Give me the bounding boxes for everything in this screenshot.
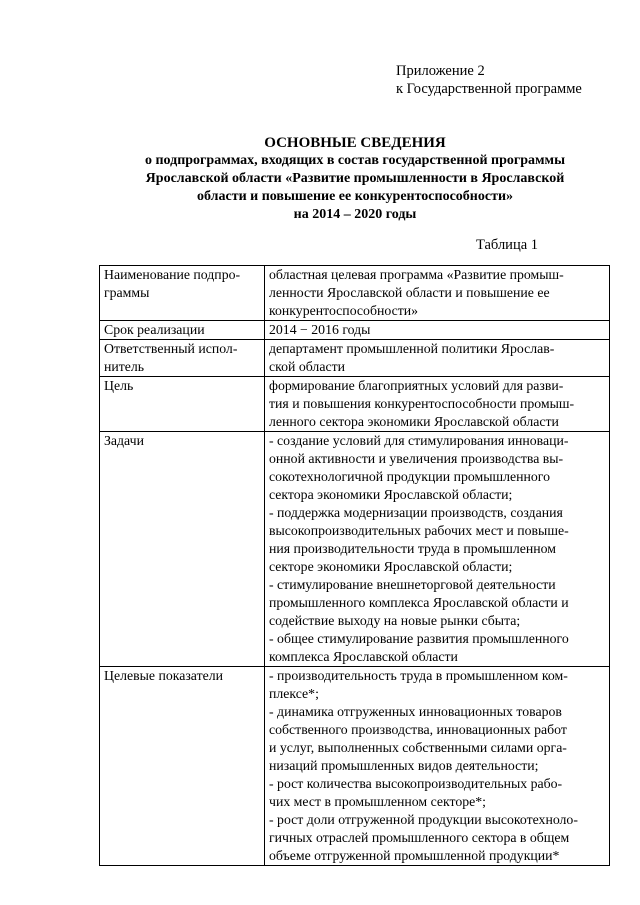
heading-line-3: области и повышение ее конкурентоспособности»	[196, 189, 514, 204]
table-row	[100, 340, 610, 377]
row-label-cell	[100, 321, 265, 340]
row-value-line: промышленного комплекса Ярославской области и	[269, 595, 569, 610]
row-value-cell	[265, 340, 610, 377]
row-value-cell	[265, 377, 610, 432]
row-value-line: - рост количества высокопроизводительных рабо-	[269, 776, 563, 791]
row-value-line: чих мест в промышленном секторе*;	[269, 794, 487, 809]
row-value-line: - динамика отгруженных инновационных товаров	[269, 704, 562, 719]
row-value-line: - поддержка модернизации производств, создания	[269, 505, 563, 520]
row-value-line: департамент промышленной политики Ярослав-	[269, 341, 555, 356]
row-label-cell	[100, 340, 265, 377]
row-label-line: Наименование подпро-	[104, 267, 241, 282]
row-value-line: ния производительности труда в промышленном	[269, 541, 557, 556]
row-value-line: - рост доли отгруженной продукции высокотехноло-	[269, 812, 578, 827]
appendix-line-2: к Государственной программе	[396, 81, 582, 97]
row-label-line: Целевые показатели	[104, 668, 223, 683]
row-value-line: собственного производства, инновационных работ	[269, 722, 567, 737]
row-label-line: Ответственный испол-	[104, 341, 238, 356]
appendix-note	[396, 62, 582, 98]
row-value-line: формирование благоприятных условий для разви-	[269, 378, 564, 393]
table-row	[100, 377, 610, 432]
row-value-line: плексе*;	[269, 686, 319, 701]
row-label-line: нитель	[104, 359, 145, 374]
row-value-line: объеме отгруженной промышленной продукции*	[269, 848, 560, 863]
heading-line-4: на 2014 – 2020 годы	[293, 207, 417, 222]
row-value-line: низаций промышленных видов деятельности;	[269, 758, 539, 773]
row-label-cell	[100, 432, 265, 667]
row-label-cell	[100, 377, 265, 432]
row-value-line: гичных отраслей промышленного сектора в общем	[269, 830, 570, 845]
row-label-line: Цель	[104, 378, 134, 393]
table-row	[100, 432, 610, 667]
table-row	[100, 266, 610, 321]
row-value-line: конкурентоспособности»	[269, 303, 419, 318]
row-value-cell	[265, 667, 610, 866]
row-label-cell	[100, 667, 265, 866]
row-value-line: комплекса Ярославской области	[269, 649, 458, 664]
row-value-line: онной активности и увеличения производства вы-	[269, 451, 564, 466]
row-value-line: областная целевая программа «Развитие промыш-	[269, 267, 564, 282]
row-value-line: и услуг, выполненных собственными силами орга-	[269, 740, 567, 755]
document-title: ОСНОВНЫЕ СВЕДЕНИЯ	[264, 135, 446, 151]
row-value-cell	[265, 432, 610, 667]
subprogram-info-table	[99, 265, 610, 866]
heading-line-1: о подпрограммах, входящих в состав государственной программы	[144, 153, 566, 168]
row-value-line: сектора экономики Ярославской области;	[269, 487, 513, 502]
heading-line-2: Ярославской области «Развитие промышленности в Ярославской	[145, 171, 565, 186]
row-value-line: секторе экономики Ярославской области;	[269, 559, 513, 574]
table-label: Таблица 1	[476, 237, 539, 253]
row-value-line: - создание условий для стимулирования инноваци-	[269, 433, 569, 448]
row-value-cell	[265, 321, 610, 340]
row-value-line: сокотехнологичной продукции промышленного	[269, 469, 551, 484]
appendix-line-1: Приложение 2	[396, 63, 485, 79]
row-value-line: - общее стимулирование развития промышленного	[269, 631, 569, 646]
row-value-line: высокопроизводительных рабочих мест и повыше-	[269, 523, 569, 538]
table-body	[100, 266, 610, 866]
row-label-line: Срок реализации	[104, 322, 205, 337]
row-value-line: ленности Ярославской области и повышение ее	[269, 285, 550, 300]
row-label-line: Задачи	[104, 433, 144, 448]
row-label-cell	[100, 266, 265, 321]
document-heading	[0, 134, 640, 224]
row-value-line: - стимулирование внешнеторговой деятельности	[269, 577, 556, 592]
row-value-cell	[265, 266, 610, 321]
table-row	[100, 321, 610, 340]
row-value-line: содействие выходу на новые рынки сбыта;	[269, 613, 521, 628]
table-row	[100, 667, 610, 866]
row-value-line: - производительность труда в промышленном ком-	[269, 668, 568, 683]
row-value-line: ленного сектора экономики Ярославской области	[269, 414, 559, 429]
row-label-line: граммы	[104, 285, 150, 300]
row-value-line: ской области	[269, 359, 345, 374]
row-value-line: 2014 − 2016 годы	[269, 322, 371, 337]
row-value-line: тия и повышения конкурентоспособности промыш-	[269, 396, 575, 411]
